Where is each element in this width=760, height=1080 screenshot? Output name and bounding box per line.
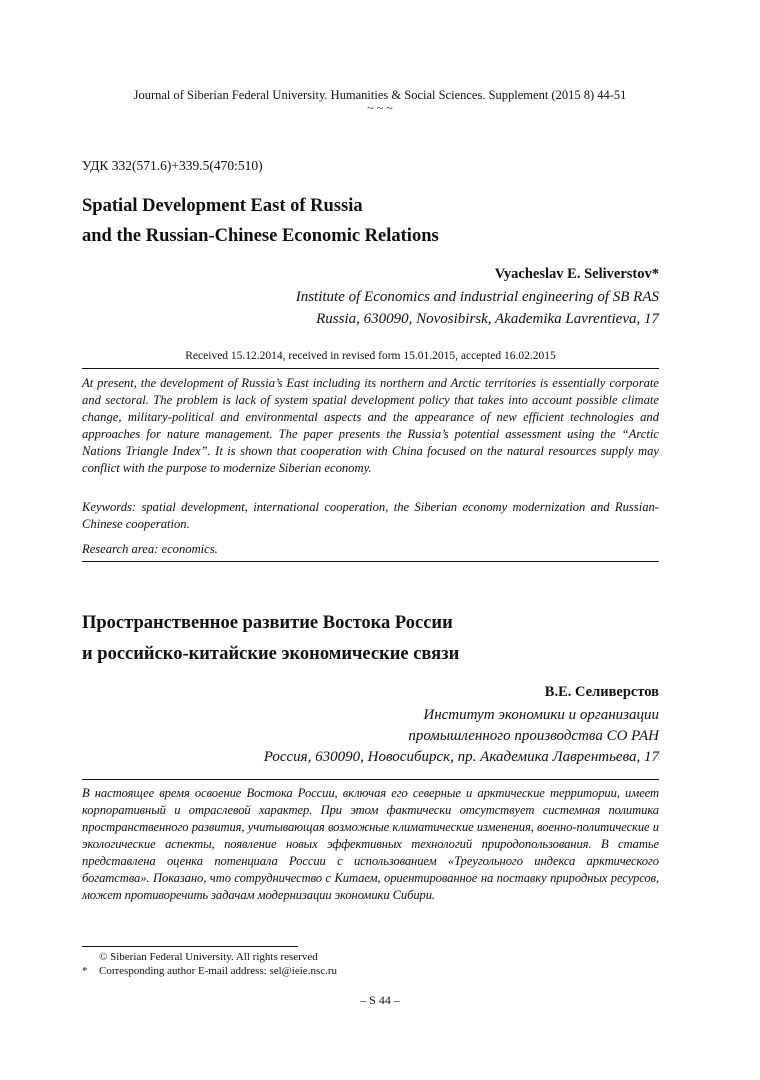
copyright-footnote: © Siberian Federal University. All rights reserved xyxy=(99,951,318,963)
udk-code: УДК 332(571.6)+339.5(470:510) xyxy=(82,158,263,173)
russian-author: В.Е. Селиверстов xyxy=(544,684,659,700)
english-affiliation-line2: Russia, 630090, Novosibirsk, Akademika Lavrentieva, 17 xyxy=(316,311,659,327)
russian-affiliation-line3: Россия, 630090, Новосибирск, пр. Академика Лаврентьева, 17 xyxy=(263,749,659,765)
divider-russian xyxy=(82,779,659,780)
russian-affiliation-line1: Институт экономики и организации xyxy=(423,707,659,723)
divider-english-end xyxy=(82,561,659,562)
footnote-asterisk: * xyxy=(82,965,88,977)
russian-abstract: В настоящее время освоение Востока России, включая его северные и арктические территории, имеет корпоративный и отраслевой характер. При этом фактически отсутствует системная политика пространственного развития, учитывающая возможные климатические изменения, военно-политические и экологические аспекты, появление новых эффективных технологий природопользования. В статье представлена оценка потенциала России с использованием «Треугольного индекса арктического богатства». Показано, что сотрудничество с Китаем, ориентированное на поставку природных ресурсов, может противоречить задачам модернизации экономики Сибири. xyxy=(82,786,659,902)
divider-top xyxy=(82,368,659,369)
english-abstract: At present, the development of Russia’s East including its northern and Arctic territories is essentially corporate and sectoral. The problem is lack of system spatial development policy that takes into account possible climate change, military-political and environmental aspects and the appearance of new efficient technologies and approaches for nature management. The paper presents the Russia’s potential assessment using the “Arctic Nations Triangle Index”. It is shown that cooperation with China focused on the natural resources supply may conflict with the purpose to modernize Siberian economy. xyxy=(82,376,659,475)
english-title-line2: and the Russian-Chinese Economic Relations xyxy=(82,226,439,246)
corresponding-author-footnote: Corresponding author E-mail address: sel@ieie.nsc.ru xyxy=(99,965,338,977)
english-affiliation-line1: Institute of Economics and industrial engineering of SB RAS xyxy=(295,289,659,305)
footnote-divider xyxy=(82,946,298,947)
english-keywords: Keywords: spatial development, international cooperation, the Siberian economy modernization and Russian-Chinese cooperation. xyxy=(82,500,659,531)
header-ornament: ~ ~ ~ xyxy=(367,101,393,115)
journal-header: Journal of Siberian Federal University. Humanities & Social Sciences. Supplement (2015 8) 44-51 xyxy=(133,88,627,102)
page-number: – S 44 – xyxy=(360,993,400,1007)
english-author: Vyacheslav E. Seliverstov* xyxy=(494,266,659,282)
russian-title-line1: Пространственное развитие Востока России xyxy=(82,613,453,633)
received-dates: Received 15.12.2014, received in revised form 15.01.2015, accepted 16.02.2015 xyxy=(185,350,556,362)
russian-title-line2: и российско-китайские экономические связи xyxy=(82,644,460,664)
english-title-line1: Spatial Development East of Russia xyxy=(82,196,363,216)
russian-affiliation-line2: промышленного производства СО РАН xyxy=(408,728,659,744)
research-area: Research area: economics. xyxy=(82,542,218,556)
